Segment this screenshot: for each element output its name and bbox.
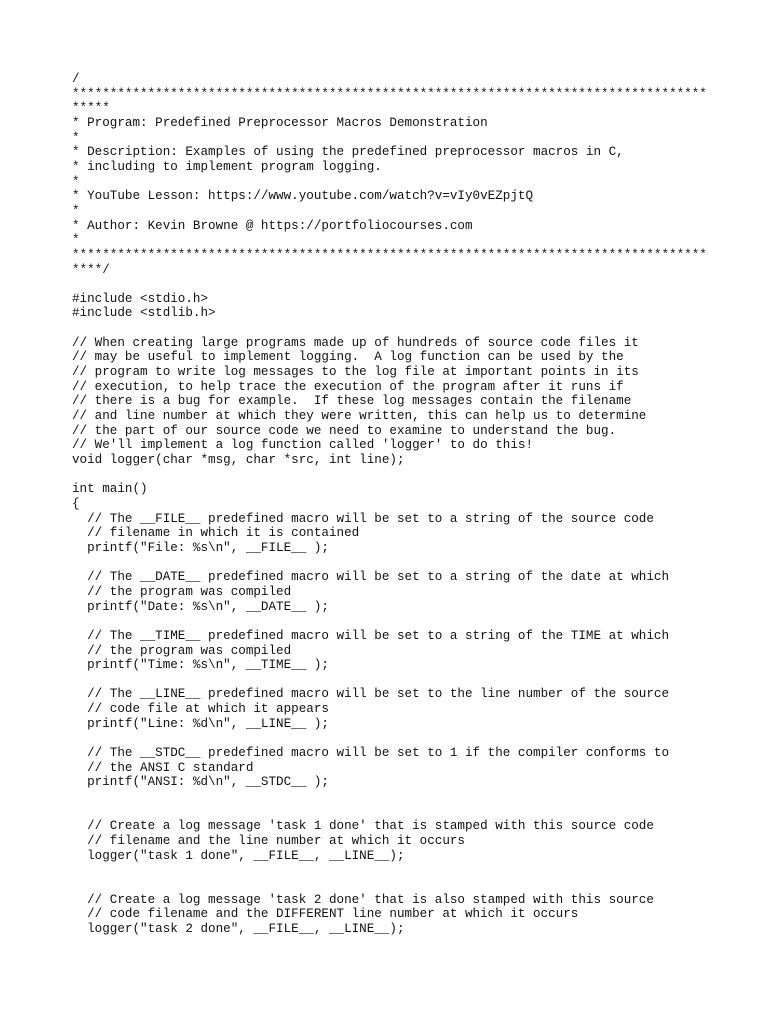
code-line: // there is a bug for example. If these log messages contain the filename: [72, 394, 632, 409]
code-line: *: [72, 233, 80, 248]
code-line: ************************************************************************************: [72, 247, 707, 262]
code-line: // We'll implement a log function called 'logger' to do this!: [72, 438, 534, 453]
code-line: // the part of our source code we need to examine to understand the bug.: [72, 423, 617, 438]
code-line: int main(): [72, 482, 148, 497]
code-line: // execution, to help trace the execution of the program after it runs if: [72, 379, 624, 394]
blank-line: [72, 556, 732, 571]
blank-line: [72, 878, 732, 893]
blank-line: [72, 731, 732, 746]
code-line: // filename and the line number at which it occurs: [72, 833, 465, 848]
code-line: *: [72, 203, 80, 218]
code-line: // the program was compiled: [72, 584, 292, 599]
code-line: printf("Time: %s\n", __TIME__ );: [72, 658, 329, 673]
code-line: #include <stdlib.h>: [72, 306, 216, 321]
code-line: // Create a log message 'task 2 done' that is also stamped with this source: [72, 892, 654, 907]
code-line: * Description: Examples of using the predefined preprocessor macros in C,: [72, 145, 624, 160]
code-line: // program to write log messages to the log file at important points in its: [72, 365, 639, 380]
code-line: * YouTube Lesson: https://www.youtube.com/watch?v=vIy0vEZpjtQ: [72, 189, 534, 204]
code-line: logger("task 2 done", __FILE__, __LINE__);: [72, 921, 405, 936]
code-line: // code file at which it appears: [72, 702, 329, 717]
code-line: // The __TIME__ predefined macro will be set to a string of the TIME at which: [72, 628, 670, 643]
code-line: *: [72, 174, 80, 189]
code-line: printf("Line: %d\n", __LINE__ );: [72, 716, 329, 731]
code-line: #include <stdio.h>: [72, 291, 209, 306]
code-line: void logger(char *msg, char *src, int line);: [72, 453, 405, 468]
source-code-listing: [72, 72, 732, 937]
code-line: // the program was compiled: [72, 643, 292, 658]
document-page: [72, 72, 732, 937]
code-line: // Create a log message 'task 1 done' that is stamped with this source code: [72, 819, 654, 834]
blank-line: [72, 468, 732, 483]
code-line: // The __STDC__ predefined macro will be set to 1 if the compiler conforms to: [72, 746, 670, 761]
blank-line: [72, 321, 732, 336]
blank-line: [72, 277, 732, 292]
blank-line: [72, 790, 732, 805]
blank-line: [72, 805, 732, 820]
code-line: // The __LINE__ predefined macro will be set to the line number of the source: [72, 687, 670, 702]
blank-line: [72, 614, 732, 629]
code-line: /: [72, 72, 80, 86]
code-line: // The __DATE__ predefined macro will be set to a string of the date at which: [72, 570, 670, 585]
code-line: // When creating large programs made up of hundreds of source code files it: [72, 335, 639, 350]
code-line: * Author: Kevin Browne @ https://portfoliocourses.com: [72, 218, 473, 233]
code-line: logger("task 1 done", __FILE__, __LINE__);: [72, 848, 405, 863]
code-line: *****: [72, 101, 110, 116]
blank-line: [72, 863, 732, 878]
code-line: printf("Date: %s\n", __DATE__ );: [72, 599, 329, 614]
code-line: * including to implement program logging.: [72, 159, 382, 174]
code-line: // filename in which it is contained: [72, 526, 360, 541]
code-line: *: [72, 130, 80, 145]
code-line: // the ANSI C standard: [72, 760, 254, 775]
code-line: // may be useful to implement logging. A log function can be used by the: [72, 350, 624, 365]
code-line: ****/: [72, 262, 110, 277]
code-line: // and line number at which they were written, this can help us to determine: [72, 409, 647, 424]
code-line: * Program: Predefined Preprocessor Macros Demonstration: [72, 115, 488, 130]
code-line: printf("File: %s\n", __FILE__ );: [72, 540, 329, 555]
code-line: ************************************************************************************: [72, 86, 707, 101]
code-line: {: [72, 496, 80, 511]
code-line: // code filename and the DIFFERENT line number at which it occurs: [72, 907, 579, 922]
blank-line: [72, 673, 732, 688]
code-line: printf("ANSI: %d\n", __STDC__ );: [72, 775, 329, 790]
code-line: // The __FILE__ predefined macro will be set to a string of the source code: [72, 511, 654, 526]
